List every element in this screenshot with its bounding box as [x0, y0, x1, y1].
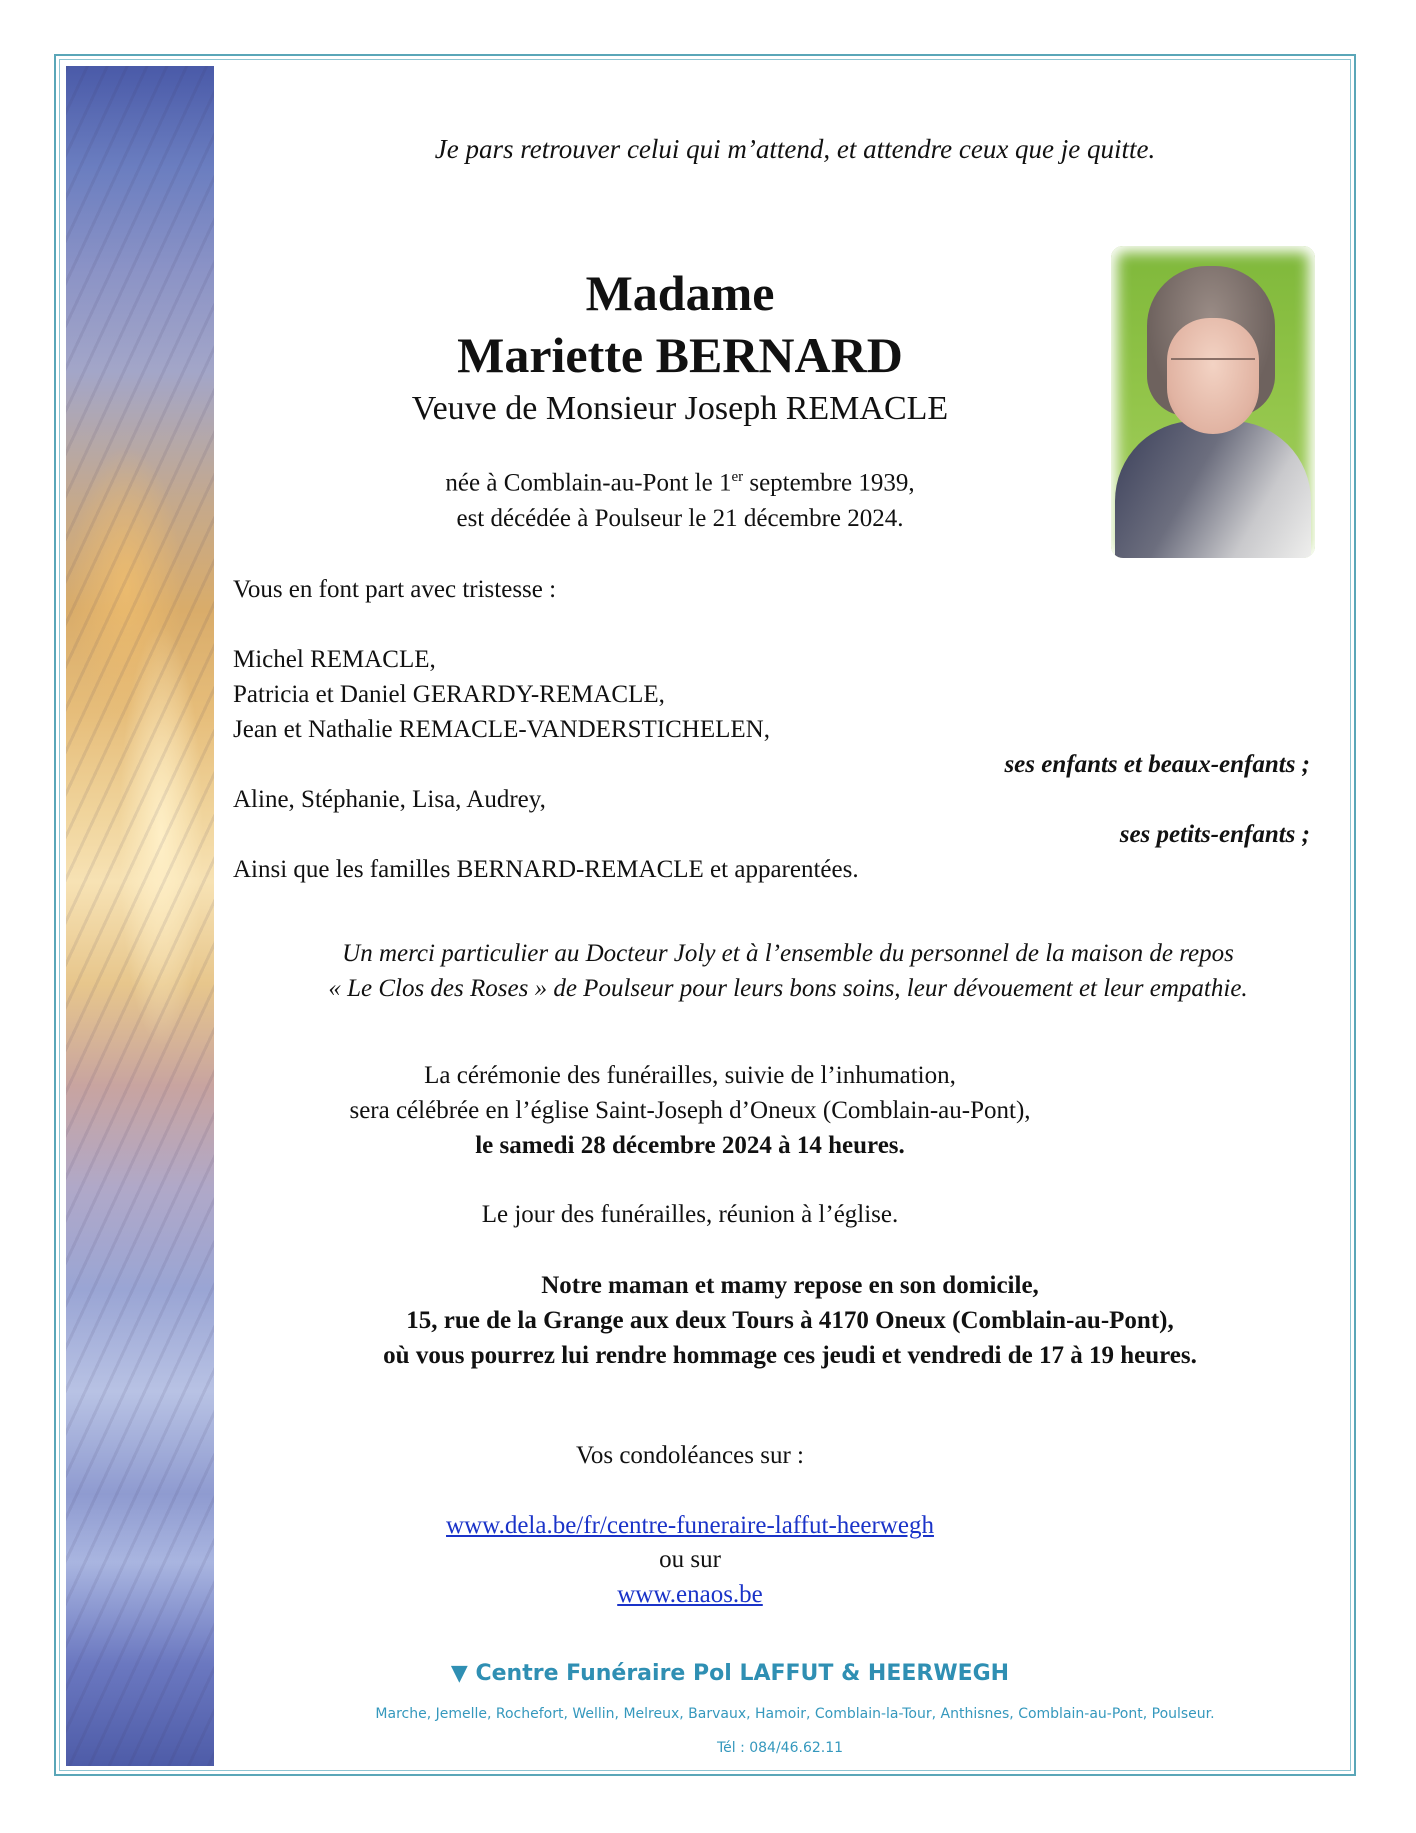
- birth-ordinal: er: [731, 469, 744, 485]
- grandchildren-role-label: ses petits-enfants ;: [1119, 821, 1310, 848]
- condolences-or: ou sur: [659, 1546, 721, 1573]
- announcement-line: Vous en font part avec tristesse :: [233, 576, 557, 603]
- funeral-home-name: ▼ Centre Funéraire Pol LAFFUT & HEERWEGH: [450, 1661, 1010, 1686]
- funeral-home-phone: Tél : 084/46.62.11: [716, 1740, 844, 1756]
- birth-prefix: née à Comblain-au-Pont le 1: [445, 469, 732, 497]
- condolences-link-2-row: [300, 1581, 1080, 1609]
- children-role-label: ses enfants et beaux-enfants ;: [1004, 751, 1310, 778]
- widow-of-line: Veuve de Monsieur Joseph REMACLE: [411, 390, 949, 427]
- portrait-sweater: [1115, 421, 1311, 558]
- condolences-link-enaos[interactable]: www.enaos.be: [617, 1581, 763, 1608]
- epigraph-quote: Je pars retrouver celui qui m’attend, et attendre ceux que je quitte.: [434, 134, 1156, 164]
- portrait-glasses: [1171, 358, 1255, 382]
- rest-line-3: où vous pourrez lui rendre hommage ces jeudi et vendredi de 17 à 19 heures.: [383, 1342, 1197, 1369]
- portrait-photo: [1111, 246, 1315, 558]
- condolences-link-1-row: [300, 1512, 1080, 1540]
- ceremony-line-1: La cérémonie des funérailles, suivie de l’inhumation,: [424, 1062, 956, 1089]
- meeting-line: Le jour des funérailles, réunion à l’église.: [481, 1201, 899, 1228]
- thanks-line-2: « Le Clos des Roses » de Poulseur pour leurs bons soins, leur dévouement et leur empathie.: [328, 975, 1248, 1002]
- rest-line-2: 15, rue de la Grange aux deux Tours à 4170 Oneux (Comblain-au-Pont),: [406, 1307, 1174, 1334]
- birth-line: [300, 469, 1060, 497]
- condolences-link-dela[interactable]: www.dela.be/fr/centre-funeraire-laffut-heerwegh: [446, 1512, 934, 1539]
- funeral-home-locations: Marche, Jemelle, Rochefort, Wellin, Melreux, Barvaux, Hamoir, Comblain-la-Tour, Anthisnes, Comblain-au-Pont, Poulseur.: [375, 1706, 1215, 1722]
- rest-line-1: Notre maman et mamy repose en son domicile,: [541, 1272, 1039, 1299]
- family-child-2: Patricia et Daniel GERARDY-REMACLE,: [233, 681, 665, 708]
- family-grandchildren: Aline, Stéphanie, Lisa, Audrey,: [233, 786, 546, 813]
- condolences-label: Vos condoléances sur :: [576, 1442, 804, 1469]
- deceased-honorific: Madame: [585, 265, 775, 321]
- family-child-3: Jean et Nathalie REMACLE-VANDERSTICHELEN,: [233, 716, 770, 743]
- thanks-line-1: Un merci particulier au Docteur Joly et à l’ensemble du personnel de la maison de repos: [342, 940, 1234, 967]
- family-others: Ainsi que les familles BERNARD-REMACLE et apparentées.: [233, 856, 859, 883]
- family-child-1: Michel REMACLE,: [233, 646, 436, 673]
- ceremony-line-2: sera célébrée en l’église Saint-Joseph d’Oneux (Comblain-au-Pont),: [349, 1097, 1031, 1124]
- death-line: est décédée à Poulseur le 21 décembre 2024.: [456, 505, 904, 532]
- birth-suffix: septembre 1939,: [743, 469, 915, 497]
- deceased-name: Mariette BERNARD: [457, 327, 903, 383]
- winter-sunset-side-image: [66, 66, 214, 1766]
- ceremony-date: le samedi 28 décembre 2024 à 14 heures.: [475, 1132, 905, 1159]
